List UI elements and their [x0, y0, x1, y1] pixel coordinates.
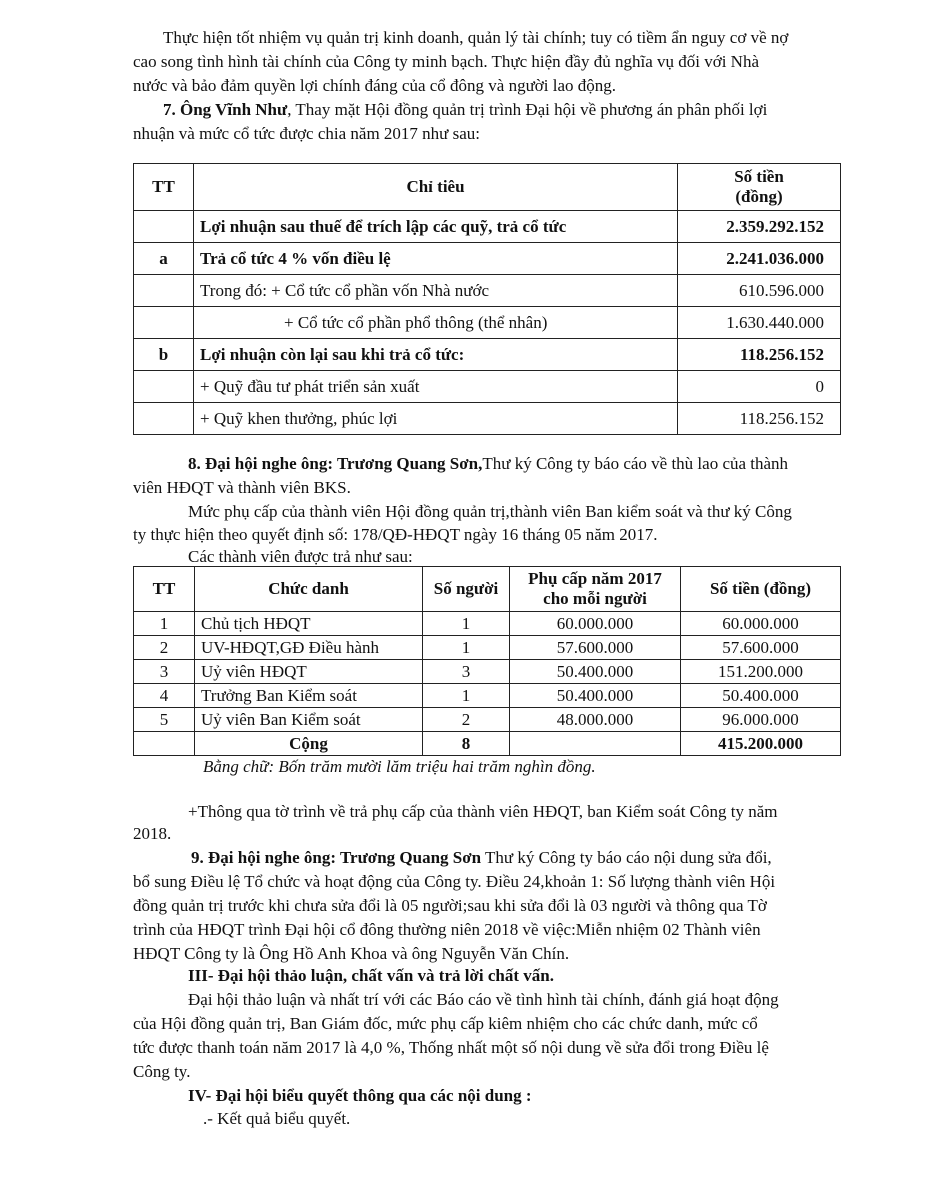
- section-9-line-3: đồng quản trị trước khi chưa sửa đổi là 05 người;sau khi sửa đổi là 03 người và thông qua Tờ: [133, 896, 767, 915]
- section-iii-line-3: tức được thanh toán năm 2017 là 4,0 %, Thống nhất một số nội dung về sửa đổi trong Điều lệ: [133, 1038, 769, 1057]
- section-7-line-2: nhuận và mức cổ tức được chia năm 2017 như sau:: [133, 124, 481, 143]
- section-9-line-5: HĐQT Công ty là Ông Hồ Anh Khoa và ông Nguyễn Văn Chín.: [133, 944, 570, 963]
- header-amount: [678, 164, 841, 211]
- row-tt: [134, 307, 194, 339]
- profit-distribution-table: [133, 163, 841, 435]
- intro-line-1: Thực hiện tốt nhiệm vụ quản trị kinh doanh, quản lý tài chính; tuy có tiềm ẩn nguy cơ về nợ: [163, 28, 789, 47]
- row-tt: 2: [134, 636, 195, 660]
- row-tt: [134, 403, 194, 435]
- table-row: [134, 684, 841, 708]
- row-count: 2: [423, 708, 510, 732]
- header-amount-line-2: (đồng): [735, 187, 783, 206]
- section-7-speaker: Vĩnh Như: [215, 100, 288, 119]
- table-row: [134, 612, 841, 636]
- row-per-person: 50.400.000: [510, 684, 681, 708]
- section-8-line-3: Mức phụ cấp của thành viên Hội đồng quản trị,thành viên Ban kiểm soát và thư ký Công: [188, 502, 792, 521]
- section-iv-line-1: .- Kết quả biểu quyết.: [203, 1109, 351, 1128]
- section-9-text: Thư ký Công ty báo cáo nội dung sửa đổi,: [481, 848, 772, 867]
- section-9-line-4: trình của HĐQT trình Đại hội cổ đông thường niên 2018 về việc:Miễn nhiệm 02 Thành viên: [133, 920, 761, 939]
- section-9-number: 9. Đại hội nghe ông:: [191, 848, 340, 867]
- row-item: Trong đó: + Cổ tức cổ phần vốn Nhà nước: [194, 275, 678, 307]
- section-iii-heading: III- Đại hội thảo luận, chất vấn và trả lời chất vấn.: [188, 966, 554, 985]
- row-per-person: 50.400.000: [510, 660, 681, 684]
- row-amount: 118.256.152: [678, 403, 841, 435]
- approval-line-2: 2018.: [133, 824, 172, 843]
- row-count: 1: [423, 612, 510, 636]
- row-total: 50.400.000: [681, 684, 841, 708]
- section-iv-heading: IV- Đại hội biểu quyết thông qua các nội dung :: [188, 1086, 532, 1105]
- total-tt: [134, 732, 195, 756]
- row-title: Uỷ viên HĐQT: [195, 660, 423, 684]
- table-row: [134, 211, 841, 243]
- row-title: Trưởng Ban Kiểm soát: [195, 684, 423, 708]
- table-row: [134, 275, 841, 307]
- row-count: 1: [423, 636, 510, 660]
- row-item: Trả cổ tức 4 % vốn điều lệ: [194, 243, 678, 275]
- header-title: Chức danh: [195, 567, 423, 612]
- row-amount: 0: [678, 371, 841, 403]
- intro-line-3: nước và bảo đảm quyền lợi chính đáng của cổ đông và người lao động.: [133, 76, 617, 95]
- header-total: Số tiền (đồng): [681, 567, 841, 612]
- section-9-line-1: [191, 846, 772, 870]
- row-total: 57.600.000: [681, 636, 841, 660]
- section-8-speaker: Trương Quang Sơn,: [336, 454, 483, 473]
- approval-line-1: +Thông qua tờ trình về trả phụ cấp của thành viên HĐQT, ban Kiểm soát Công ty năm: [188, 802, 778, 821]
- section-iii-line-2: của Hội đồng quản trị, Ban Giám đốc, mức phụ cấp kiêm nhiệm cho các chức danh, mức cổ: [133, 1014, 758, 1033]
- section-8-line-4: ty thực hiện theo quyết định số: 178/QĐ-HĐQT ngày 16 tháng 05 năm 2017.: [133, 525, 658, 544]
- section-9-speaker: Trương Quang Sơn: [339, 848, 482, 867]
- allowance-table: [133, 566, 841, 756]
- table-row: [134, 339, 841, 371]
- section-iii-line-4: Công ty.: [133, 1062, 191, 1081]
- section-7-text: , Thay mặt Hội đồng quản trị trình Đại hội về phương án phân phối lợi: [287, 100, 768, 119]
- row-amount: 2.359.292.152: [678, 211, 841, 243]
- header-per-line-1: Phụ cấp năm 2017: [528, 569, 662, 588]
- section-8-line-5: Các thành viên được trả như sau:: [188, 547, 413, 566]
- row-tt: [134, 275, 194, 307]
- section-7-number: 7. Ông: [163, 100, 216, 119]
- row-tt: 3: [134, 660, 195, 684]
- table-row: [134, 636, 841, 660]
- total-label: Cộng: [195, 732, 423, 756]
- row-item: + Cổ tức cổ phần phổ thông (thể nhân): [194, 307, 678, 339]
- table-header-row: [134, 164, 841, 211]
- row-tt: a: [134, 243, 194, 275]
- row-title: Chủ tịch HĐQT: [195, 612, 423, 636]
- row-item: + Quỹ đầu tư phát triển sản xuất: [194, 371, 678, 403]
- row-total: 60.000.000: [681, 612, 841, 636]
- row-per-person: 57.600.000: [510, 636, 681, 660]
- table-row: [134, 403, 841, 435]
- row-tt: 5: [134, 708, 195, 732]
- row-amount: 118.256.152: [678, 339, 841, 371]
- total-count: 8: [423, 732, 510, 756]
- row-tt: 1: [134, 612, 195, 636]
- row-total: 96.000.000: [681, 708, 841, 732]
- header-count: Số người: [423, 567, 510, 612]
- intro-line-2: cao song tình hình tài chính của Công ty minh bạch. Thực hiện đầy đủ nghĩa vụ đối với Nhà: [133, 52, 760, 71]
- header-per-line-2: cho mỗi người: [543, 589, 647, 608]
- row-item: + Quỹ khen thưởng, phúc lợi: [194, 403, 678, 435]
- amount-in-words: Bằng chữ: Bốn trăm mười lăm triệu hai trăm nghìn đồng.: [203, 757, 596, 776]
- row-count: 1: [423, 684, 510, 708]
- row-tt: [134, 211, 194, 243]
- table-row: [134, 660, 841, 684]
- section-8-number: 8. Đại hội nghe ông:: [188, 454, 337, 473]
- section-7-line-1: [163, 98, 767, 122]
- section-iii-line-1: Đại hội thảo luận và nhất trí với các Báo cáo về tình hình tài chính, đánh giá hoạt động: [188, 990, 779, 1009]
- row-tt: b: [134, 339, 194, 371]
- header-per-person: [510, 567, 681, 612]
- header-tt: TT: [134, 567, 195, 612]
- row-amount: 1.630.440.000: [678, 307, 841, 339]
- table-header-row: [134, 567, 841, 612]
- table-row: [134, 708, 841, 732]
- table-row: [134, 307, 841, 339]
- row-count: 3: [423, 660, 510, 684]
- total-amount: 415.200.000: [681, 732, 841, 756]
- row-amount: 610.596.000: [678, 275, 841, 307]
- header-amount-line-1: Số tiền: [734, 167, 784, 186]
- row-total: 151.200.000: [681, 660, 841, 684]
- row-per-person: 60.000.000: [510, 612, 681, 636]
- row-title: Uỷ viên Ban Kiểm soát: [195, 708, 423, 732]
- section-8-text: Thư ký Công ty báo cáo về thù lao của thành: [482, 454, 789, 473]
- table-total-row: [134, 732, 841, 756]
- section-8-line-2: viên HĐQT và thành viên BKS.: [133, 478, 351, 497]
- row-amount: 2.241.036.000: [678, 243, 841, 275]
- row-item: Lợi nhuận sau thuế để trích lập các quỹ, trả cổ tức: [194, 211, 678, 243]
- header-tt: TT: [134, 164, 194, 211]
- header-item: Chỉ tiêu: [194, 164, 678, 211]
- row-tt: [134, 371, 194, 403]
- row-title: UV-HĐQT,GĐ Điều hành: [195, 636, 423, 660]
- section-8-line-1: [188, 452, 788, 476]
- row-tt: 4: [134, 684, 195, 708]
- row-item: Lợi nhuận còn lại sau khi trả cổ tức:: [194, 339, 678, 371]
- row-per-person: 48.000.000: [510, 708, 681, 732]
- table-row: [134, 243, 841, 275]
- table-row: [134, 371, 841, 403]
- section-9-line-2: bổ sung Điều lệ Tổ chức và hoạt động của Công ty. Điều 24,khoản 1: Số lượng thành viên Hội: [133, 872, 776, 891]
- total-per-person: [510, 732, 681, 756]
